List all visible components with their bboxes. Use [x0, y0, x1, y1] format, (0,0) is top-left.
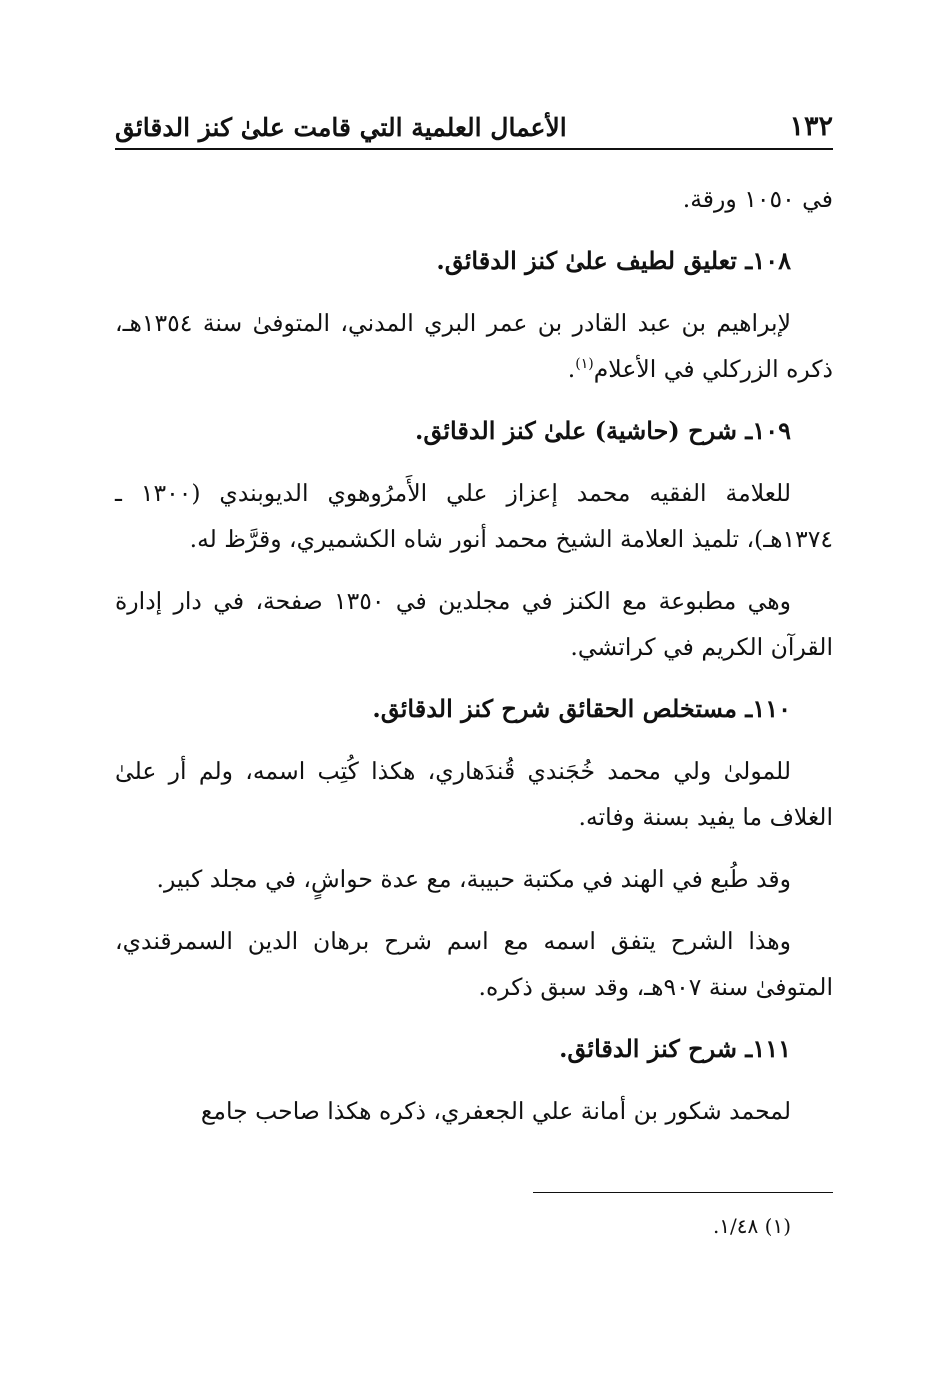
- paragraph-end: .: [567, 355, 576, 383]
- running-title: الأعمال العلمية التي قامت علىٰ كنز الدقائق: [115, 113, 567, 142]
- paragraph: للعلامة الفقيه محمد إعزاز علي الأَمرُوهوي الديوبندي (١٣٠٠ ـ ١٣٧٤هـ)، تلميذ العلامة الشيخ محمد أنور شاه الكشميري، وقرَّظ له.: [115, 479, 833, 553]
- footnote-marker: (١): [575, 356, 594, 373]
- paragraph-text: لإبراهيم بن عبد القادر بن عمر البري المدني، المتوفىٰ سنة ١٣٥٤هـ، ذكره الزركلي في الأعلام: [115, 309, 833, 383]
- paragraph: وقد طُبع في الهند في مكتبة حبيبة، مع عدة حواشٍ، في مجلد كبير.: [156, 865, 791, 893]
- entry-heading-108: ١٠٨ـ تعليق لطيف علىٰ كنز الدقائق.: [436, 246, 791, 275]
- entry-heading-110: ١١٠ـ مستخلص الحقائق شرح كنز الدقائق.: [372, 694, 791, 723]
- footnote-rule: [533, 1192, 833, 1193]
- paragraph: وهي مطبوعة مع الكنز في مجلدين في ١٣٥٠ صفحة، في دار إدارة القرآن الكريم في كراتشي.: [115, 587, 833, 661]
- page-number: ١٣٢: [789, 111, 833, 142]
- entry-heading-109: ١٠٩ـ شرح (حاشية) علىٰ كنز الدقائق.: [415, 416, 791, 445]
- book-page: [115, 100, 833, 1280]
- page-body: [115, 176, 833, 1134]
- running-header: [115, 100, 833, 150]
- paragraph: للمولىٰ ولي محمد خُجَندي قُندَهاري، هكذا كُتِب اسمه، ولم أر علىٰ الغلاف ما يفيد بسنة وفاته.: [115, 757, 833, 831]
- paragraph: [115, 300, 833, 392]
- paragraph: وهذا الشرح يتفق اسمه مع اسم شرح برهان الدين السمرقندي، المتوفىٰ سنة ٩٠٧هـ، وقد سبق ذكره.: [115, 927, 833, 1001]
- paragraph: في ١٠٥٠ ورقة.: [682, 185, 833, 213]
- entry-heading-111: ١١١ـ شرح كنز الدقائق.: [559, 1034, 791, 1063]
- paragraph: لمحمد شكور بن أمانة علي الجعفري، ذكره هكذا صاحب جامع: [200, 1097, 791, 1125]
- footnote-text: (١) ١/٤٨.: [712, 1214, 791, 1238]
